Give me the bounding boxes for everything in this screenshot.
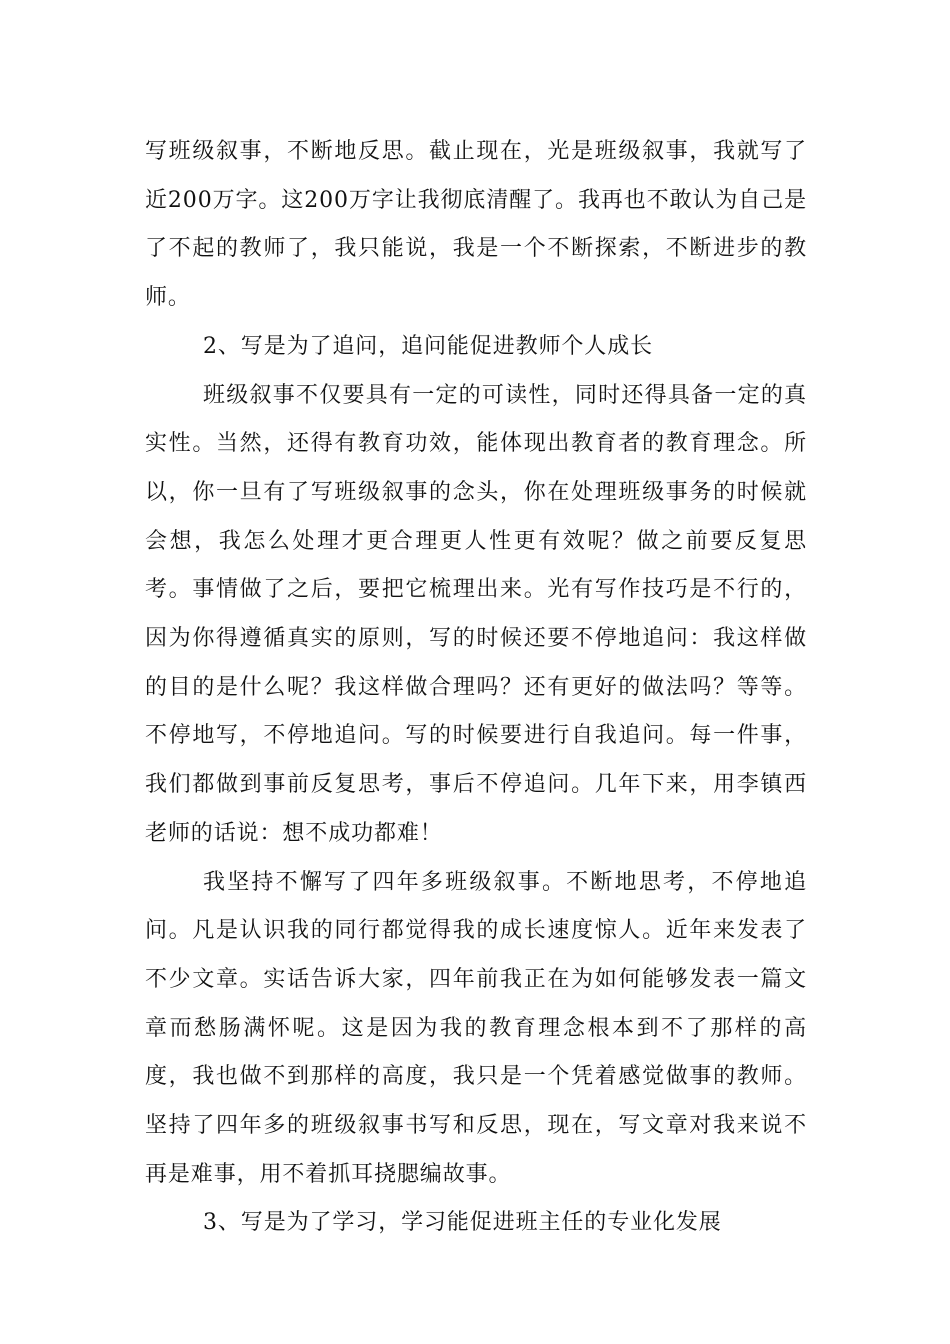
section-heading-3: 3、写是为了学习，学习能促进班主任的专业化发展 [203, 1210, 722, 1236]
section-heading-2: 2、写是为了追问，追问能促进教师个人成长 [203, 333, 653, 359]
paragraph-body: 我坚持不懈写了四年多班级叙事。不断地思考，不停地追问。凡是认识我的同行都觉得我的成长速度惊人。近年来发表了不少文章。实话告诉大家，四年前我正在为如何能够发表一篇文章而愁肠满怀呢。这是因为我的教育理念根本到不了那样的高度，我也做不到那样的高度，我只是一个凭着感觉做事的教师。坚持了四年多的班级叙事书写和反思，现在，写文章对我来说不再是难事，用不着抓耳挠腮编故事。 [145, 869, 807, 1187]
paragraph-body: 班级叙事不仅要具有一定的可读性，同时还得具备一定的真实性。当然，还得有教育功效，能体现出教育者的教育理念。所以，你一旦有了写班级叙事的念头，你在处理班级事务的时候就会想，我怎么处理才更合理更人性更有效呢？做之前要反复思考。事情做了之后，要把它梳理出来。光有写作技巧是不行的，因为你得遵循真实的原则，写的时候还要不停地追问：我这样做的目的是什么呢？我这样做合理吗？还有更好的做法吗？等等。不停地写，不停地追问。写的时候要进行自我追问。每一件事，我们都做到事前反复思考，事后不停追问。几年下来，用李镇西老师的话说：想不成功都难！ [145, 382, 807, 846]
document-page [145, 128, 807, 1248]
paragraph-continuation: 写班级叙事，不断地反思。截止现在，光是班级叙事，我就写了近200万字。这200万字让我彻底清醒了。我再也不敢认为自己是了不起的教师了，我只能说，我是一个不断探索，不断进步的教师。 [145, 139, 807, 311]
